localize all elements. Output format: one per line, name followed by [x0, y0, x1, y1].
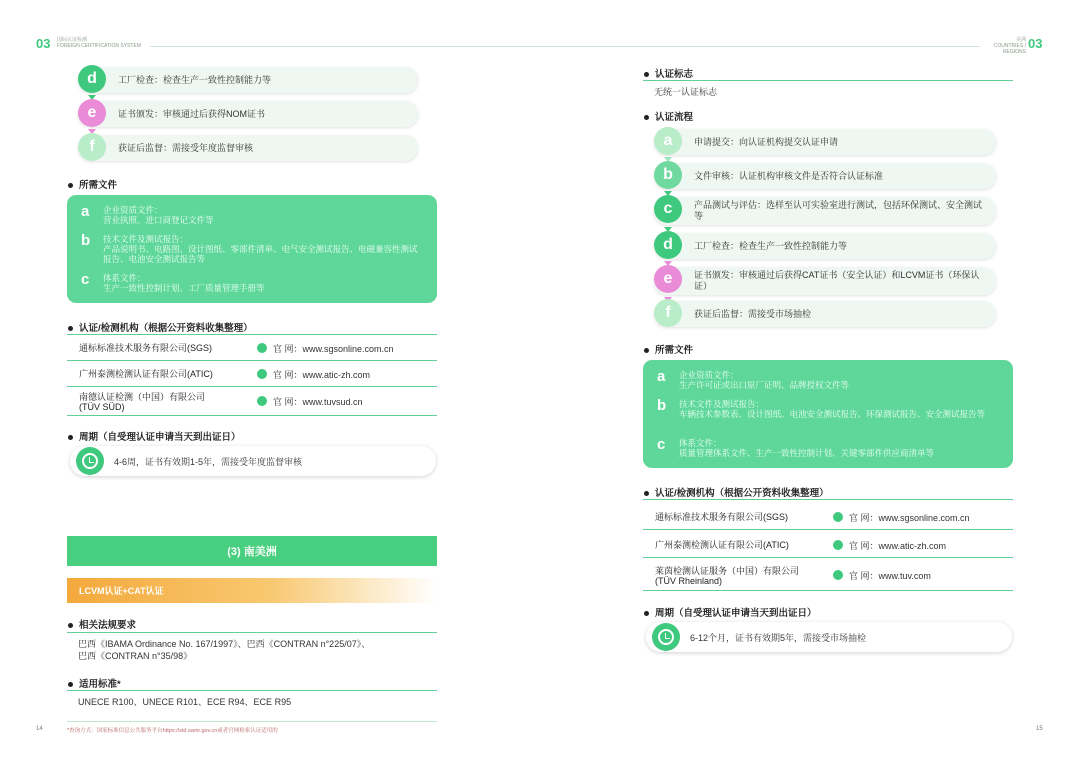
- step-letter-badge: f: [78, 133, 106, 161]
- period-text: 4-6周，证书有效期1-5年，需接受年度监督审核: [114, 456, 303, 467]
- globe-icon: [257, 343, 267, 353]
- section-heading: 所需文件: [68, 177, 117, 191]
- org-row: [67, 336, 437, 361]
- right-page: [540, 0, 1080, 770]
- section-heading: 适用标准*: [68, 676, 121, 690]
- process-step: [78, 101, 418, 127]
- section-heading: 认证标志: [644, 66, 693, 80]
- org-website[interactable]: 官 网：www.tuv.com: [849, 571, 931, 581]
- org-website[interactable]: 官 网：www.atic-zh.com: [273, 369, 371, 380]
- period-pill: [646, 622, 1012, 652]
- step-text: 证书颁发：审核通过后获得CAT证书（安全认证）和LCVM证书（环保认证）: [694, 270, 980, 291]
- cert-banner: LCVM认证+CAT认证: [67, 578, 437, 603]
- footnote: *查询方式：国家标准信息公共服务平台https://std.samr.gov.cn或者官网检索认证适用的: [67, 728, 278, 734]
- clock-icon: [652, 623, 680, 651]
- step-letter-badge: a: [654, 127, 682, 155]
- period-pill: [70, 446, 436, 476]
- org-row: [67, 388, 437, 416]
- step-text: 产品测试与评估：选样至认可实验室进行测试，包括环保测试、安全测试等: [694, 200, 983, 221]
- step-text: 证书颁发：审核通过后获得NOM证书: [118, 108, 265, 119]
- org-name: 通标标准技术服务有限公司(SGS): [655, 512, 789, 522]
- chapter-subtitle: FOREIGN CERTIFICATION SYSTEM: [57, 43, 141, 49]
- law-text: 巴西《IBAMA Ordinance No. 167/1997》、巴西《CONTRAN n°225/07》、 巴西《CONTRAN n°35/98》: [78, 639, 371, 661]
- org-row: [643, 561, 1013, 591]
- section-rule: [67, 690, 437, 691]
- step-letter-badge: c: [654, 195, 682, 223]
- header-rule: [540, 46, 980, 47]
- chapter-title: 美洲: [1015, 37, 1026, 43]
- globe-icon: [833, 570, 843, 580]
- process-step: [78, 135, 418, 161]
- process-step: [654, 301, 996, 327]
- section-rule: [643, 499, 1013, 500]
- chapter-tag: [980, 37, 1026, 55]
- section-heading: 周期（自受理认证申请当天到出证日）: [644, 605, 817, 619]
- section-heading: 认证流程: [644, 109, 693, 123]
- process-step: [654, 267, 996, 295]
- org-row: [643, 533, 1013, 558]
- step-text: 获证后监督：需接受年度监督审核: [118, 142, 254, 153]
- globe-icon: [833, 512, 843, 522]
- section-heading: 认证/检测机构（根据公开资料收集整理）: [644, 485, 829, 499]
- step-letter-badge: b: [654, 161, 682, 189]
- process-step: [654, 129, 996, 155]
- chapter-title: 国际认证检测: [57, 37, 88, 43]
- org-row: [67, 362, 437, 387]
- globe-icon: [257, 396, 267, 406]
- step-text: 工厂检查：检查生产一致性控制能力等: [118, 74, 272, 85]
- section-heading: 周期（自受理认证申请当天到出证日）: [68, 429, 241, 443]
- region-banner: (3) 南美洲: [67, 536, 437, 566]
- globe-icon: [833, 540, 843, 550]
- org-name: 莱茵检测认证服务（中国）有限公司 (TÜV Rheinland): [655, 565, 800, 586]
- required-docs-box: a 企业资质文件： 营业执照、进口商登记文件等 b 技术文件及测试报告： 产品说明书、电路图、设计图纸、零部件清单、电气安全测试报告、电磁兼容性测试报告、电池安全测试报告等 c 体系文件： 生产一致性控制计划、工厂质量管理手册等: [67, 195, 437, 303]
- org-website[interactable]: 官 网：www.tuvsud.cn: [273, 397, 363, 407]
- org-row: [643, 505, 1013, 530]
- org-website[interactable]: 官 网：www.atic-zh.com: [849, 540, 947, 551]
- process-step: [654, 163, 996, 189]
- mark-text: 无统一认证标志: [654, 87, 718, 97]
- section-heading: 认证/检测机构（根据公开资料收集整理）: [68, 320, 253, 334]
- org-name: 南德认证检测（中国）有限公司 (TÜV SÜD): [79, 391, 206, 412]
- step-letter-badge: d: [78, 65, 106, 93]
- section-rule: [643, 80, 1013, 81]
- standards-text: UNECE R100、UNECE R101、ECE R94、ECE R95: [78, 697, 292, 707]
- page-number: 15: [1036, 726, 1043, 732]
- page-number: 14: [36, 726, 43, 732]
- section-rule: [67, 632, 437, 633]
- step-text: 工厂检查：检查生产一致性控制能力等: [694, 240, 848, 251]
- org-name: 广州泰测检测认证有限公司(ATIC): [655, 540, 789, 550]
- period-text: 6-12个月，证书有效期5年，需接受市场抽检: [690, 632, 867, 643]
- chapter-number: 03: [36, 36, 51, 51]
- clock-icon: [76, 447, 104, 475]
- chapter-number: 03: [1028, 36, 1043, 51]
- process-step: [654, 233, 996, 259]
- org-name: 通标标准技术服务有限公司(SGS): [79, 343, 213, 353]
- process-step: [78, 67, 418, 93]
- section-rule: [67, 334, 437, 335]
- org-name: 广州泰测检测认证有限公司(ATIC): [79, 369, 213, 379]
- org-website[interactable]: 官 网：www.sgsonline.com.cn: [273, 343, 394, 354]
- footnote-rule: [67, 721, 437, 722]
- step-letter-badge: e: [78, 99, 106, 127]
- globe-icon: [257, 369, 267, 379]
- step-letter-badge: f: [654, 299, 682, 327]
- header-rule: [150, 46, 540, 47]
- chapter-tag: [57, 37, 141, 49]
- chapter-subtitle: COUNTRIES / REGIONS: [993, 43, 1026, 55]
- step-text: 获证后监督：需接受市场抽检: [694, 308, 812, 319]
- section-heading: 相关法规要求: [68, 617, 136, 631]
- process-step: [654, 197, 996, 225]
- required-docs-box: a 企业资质文件： 生产许可证或出口原厂证明、品牌授权文件等 b 技术文件及测试报告： 车辆技术参数表、设计图纸、电池安全测试报告、环保测试报告、安全测试报告等 c 体系文件： 质量管理体系文件、生产一致性控制计划、关键零部件供应商清单等: [643, 360, 1013, 468]
- step-text: 申请提交：向认证机构提交认证申请: [694, 136, 839, 147]
- step-text: 文件审核：认证机构审核文件是否符合认证标准: [694, 170, 884, 181]
- step-letter-badge: e: [654, 265, 682, 293]
- org-website[interactable]: 官 网：www.sgsonline.com.cn: [849, 512, 970, 523]
- step-letter-badge: d: [654, 231, 682, 259]
- section-heading: 所需文件: [644, 342, 693, 356]
